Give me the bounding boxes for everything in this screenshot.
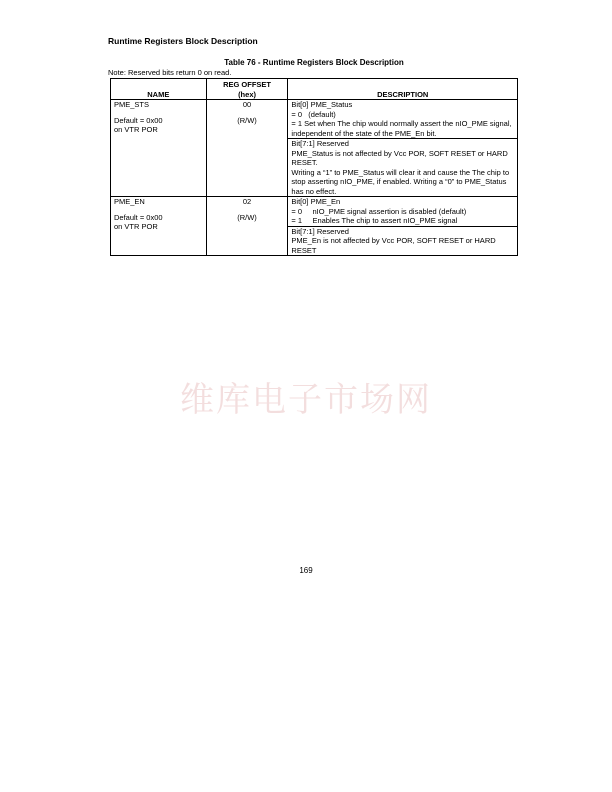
description-line: Bit[0] PME_En (291, 197, 341, 206)
register-offset-cell (206, 197, 288, 256)
description-line: = 0 nIO_PME signal assertion is disabled (default) (291, 206, 467, 216)
register-description-cell (288, 197, 518, 256)
register-default: Default = 0x00 (114, 115, 163, 125)
register-por: on VTR POR (114, 222, 158, 231)
register-name-cell (111, 100, 207, 197)
table-header-row (111, 79, 518, 100)
watermark: 维库电子市场网 (180, 380, 432, 420)
description-line: PME_Status is not affected by Vcc POR, SOFT RESET or HARD RESET. (291, 148, 508, 167)
description-line: = 1 Set when The chip would normally assert the nIO_PME signal, independent of the state of the PME_En bit. (291, 119, 512, 138)
table-row (111, 100, 518, 197)
register-default: Default = 0x00 (114, 212, 163, 222)
register-offset: 02 (242, 197, 252, 206)
description-line: Bit[0] PME_Status (291, 100, 353, 109)
register-description-cell (288, 100, 518, 197)
description-line: = 1 Enables The chip to assert nIO_PME signal (291, 216, 458, 225)
register-offset-cell (206, 100, 288, 197)
table-title: Table 76 - Runtime Registers Block Description (224, 58, 404, 67)
page-number: 169 (299, 566, 313, 575)
header-name: NAME (111, 79, 207, 100)
register-offset: 00 (242, 100, 252, 109)
register-name: PME_EN (114, 197, 145, 206)
header-offset (206, 79, 288, 100)
register-name-cell (111, 197, 207, 256)
register-table (110, 78, 518, 256)
description-line: PME_En is not affected by Vcc POR, SOFT RESET or HARD RESET (291, 236, 496, 255)
header-offset-line2: (hex) (238, 89, 256, 99)
header-description: DESCRIPTION (288, 79, 518, 100)
section-title: Runtime Registers Block Description (108, 36, 258, 46)
register-access: (R/W) (237, 115, 257, 125)
description-line: = 0 (default) (291, 109, 336, 119)
description-line: Bit[7:1] Reserved (291, 139, 349, 148)
table-note: Note: Reserved bits return 0 on read. (108, 68, 232, 77)
description-line: Writing a “1” to PME_Status will clear it and cause the The chip to stop asserting nIO_PME, if enabled. Writing a “0” to PME_Status has no effect. (291, 167, 510, 196)
description-line: Bit[7:1] Reserved (291, 226, 349, 236)
register-access: (R/W) (237, 212, 257, 222)
register-por: on VTR POR (114, 125, 158, 134)
register-name: PME_STS (114, 100, 150, 109)
table-row (111, 197, 518, 256)
header-offset-line1: REG OFFSET (223, 80, 271, 89)
